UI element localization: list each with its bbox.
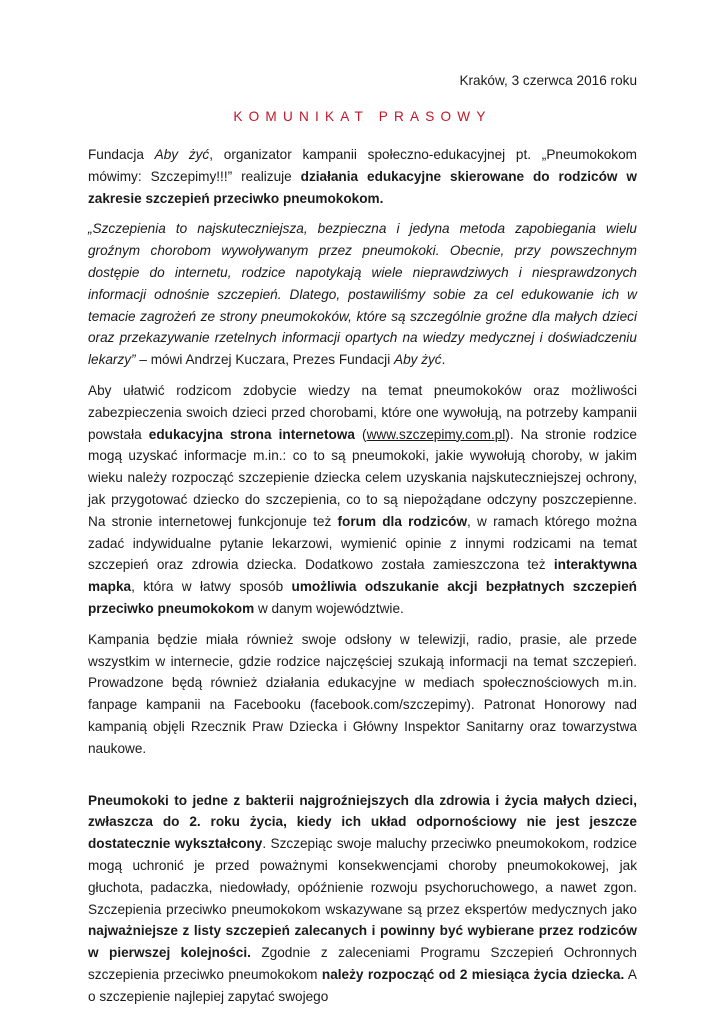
text-span: , organizator kampanii społeczno-edukacyjnej pt. „Pneumokokom mówimy: Szczepimy!!!” realizuje <box>88 147 637 184</box>
bold-text: interaktywna mapka <box>88 557 637 595</box>
quote-text: „Szczepienia to najskuteczniejsza, bezpieczna i jedyna metoda zapobiegania wielu groźnym chorobom wywoływanym przez pneumokoki. Obecnie, przy powszechnym dostępie do internetu, rodzice napotykają wiele nieprawdziwych i niesprawdzonych informacji odnośnie szczepień. Dlatego, postawiliśmy sobie za cel edukowanie ich w temacie zagrożeń ze strony pneumokoków, które są szczególnie groźne dla małych dzieci oraz przekazywanie rzetelnych informacji opartych na wiedzy medycznej i doświadczeniu lekarzy” <box>88 221 637 368</box>
bold-text: działania edukacyjne skierowane do rodziców w zakresie szczepień przeciwko pneumokokom. <box>88 168 637 206</box>
bold-text: Pneumokoki to jedne z bakterii najgroźniejszych dla zdrowia i życia małych dzieci, zwłaszcza do 2. roku życia, kiedy ich układ odpornościowy nie jest jeszcze dostatecznie wykształcony <box>88 792 637 852</box>
text-span: , w ramach którego można zadać indywidualne pytanie lekarzowi, wymienić opinie z innymi rodzicami na temat szczepień oraz zdrowia dziecka. Dodatkowo została zamieszczona też <box>88 513 637 573</box>
text-span: ). Na stronie rodzice mogą uzyskać informacje m.in.: co to są pneumokoki, jakie wywołują choroby, w jakim wieku należy rozpocząć szczepienie dziecka celem uzyskania najskuteczniejszej ochrony, jak przygotować dziecko do szczepienia, co to są niepożądane odczyny poszczepienne. Na stronie internetowej funkcjonuje też <box>88 426 637 529</box>
dateline: Kraków, 3 czerwca 2016 roku <box>459 73 637 88</box>
foundation-name: Aby żyć <box>154 147 210 162</box>
text-span: Aby ułatwić rodzicom zdobycie wiedzy na temat pneumokoków oraz możliwości zabezpieczenia swoich dzieci przed chorobami, które one wywołują, na potrzeby kampanii powstała <box>88 382 637 442</box>
text-span: . <box>441 352 446 368</box>
text-span: ( <box>354 426 367 442</box>
text-span: . Szczepiąc swoje maluchy przeciwko pneumokokom, rodzice mogą uchronić je przed poważnymi konsekwencjami choroby pneumokokowej, jak głuchota, padaczka, niedowłady, opóźnienie rozwoju psychoruchowego, a nawet zgon. Szczepienia przeciwko pneumokokom wskazywane są przez ekspertów medycznych jako <box>88 836 637 917</box>
text-span: w danym województwie. <box>254 600 404 616</box>
quote-attribution: – mówi Andrzej Kuczara, Prezes Fundacji <box>135 352 394 368</box>
foundation-name: Aby żyć <box>394 352 442 368</box>
bold-text: należy rozpocząć od 2 miesiąca życia dziecka. <box>321 966 625 982</box>
bold-text: edukacyjna strona internetowa <box>148 426 355 442</box>
text-span: A o szczepienie najlepiej zapytać swojego <box>88 966 637 1004</box>
bold-text: najważniejsze z listy szczepień zalecanych i powinny być wybierane przez rodziców w pierwszej kolejności. <box>88 923 637 961</box>
bold-text: umożliwia odszukanie akcji bezpłatnych szczepień przeciwko pneumokokom <box>88 579 637 616</box>
paragraph-intro <box>88 144 637 209</box>
document-body <box>88 144 637 1016</box>
paragraph-quote <box>88 218 637 371</box>
text-span: Fundacja <box>88 147 155 162</box>
paragraph-pneumococci <box>88 790 637 1008</box>
website-link[interactable]: www.szczepimy.com.pl <box>366 426 506 442</box>
document-title: KOMUNIKAT PRASOWY <box>233 109 492 124</box>
paragraph-campaign: Kampania będzie miała również swoje odsłony w telewizji, radio, prasie, ale przede wszystkim w internecie, gdzie rodzice najczęściej szukają informacji na temat szczepień. Prowadzone będą również działania edukacyjne w mediach społecznościowych m.in. fanpage kampanii na Facebooku (facebook.com/szczepimy). Patronat Honorowy nad kampanią objęli Rzecznik Praw Dziecka i Główny Inspektor Sanitarny oraz towarzystwa naukowe. <box>88 631 637 756</box>
paragraph-website <box>88 380 637 620</box>
text-span: Zgodnie z zaleceniami Programu Szczepień Ochronnych szczepienia przeciwko pneumokokom <box>88 945 637 982</box>
text-span: , która w łatwy sposób <box>131 579 292 595</box>
bold-text: forum dla rodziców <box>337 513 468 529</box>
